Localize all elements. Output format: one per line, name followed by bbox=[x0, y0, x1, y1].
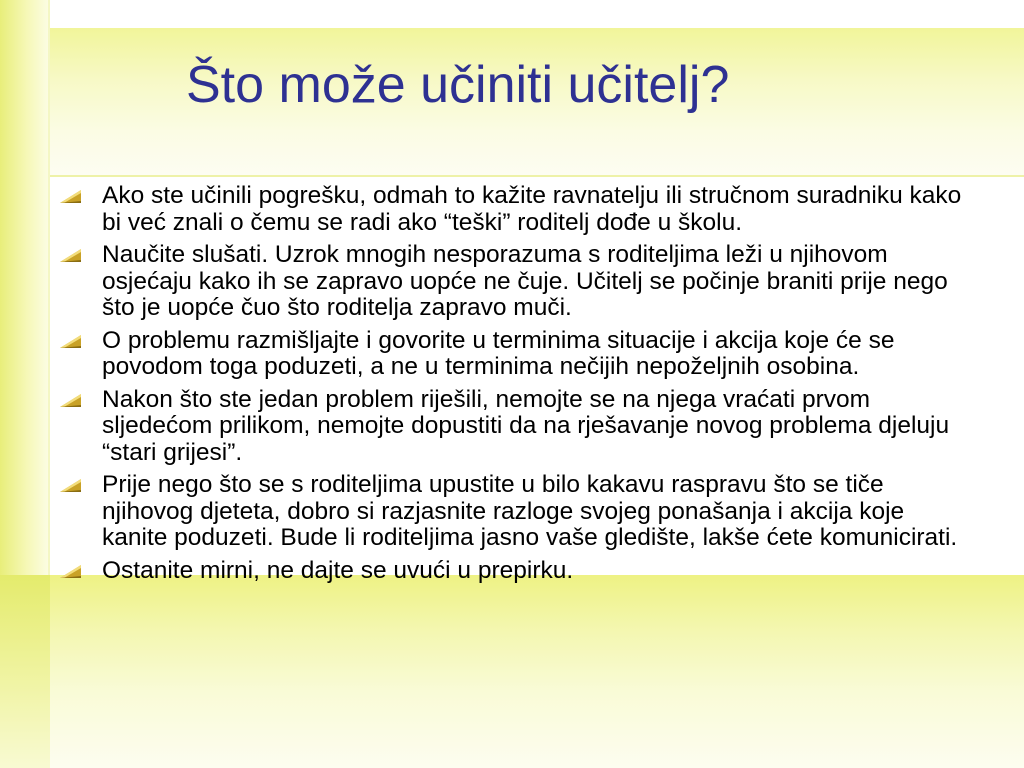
list-item-text: O problemu razmišljajte i govorite u terminima situacije i akcija koje će se povodom toga poduzeti, a ne u terminima nečijih nepoželjnih osobina. bbox=[102, 326, 895, 380]
bullet-list bbox=[60, 183, 965, 590]
list-item bbox=[60, 472, 965, 552]
gold-bar-bullet-icon bbox=[60, 479, 81, 492]
list-item bbox=[60, 558, 965, 585]
list-item-text: Ostanite mirni, ne dajte se uvući u prepirku. bbox=[102, 556, 574, 584]
gold-bar-bullet-icon bbox=[60, 394, 81, 407]
gold-bar-bullet-icon bbox=[60, 249, 81, 262]
list-item-text: Nakon što ste jedan problem riješili, nemojte se na njega vraćati prvom sljedećom prilikom, nemojte dopustiti da na rješavanje novog problema djeluju “stari grijesi”. bbox=[102, 385, 950, 466]
gold-bar-bullet-icon bbox=[60, 190, 81, 203]
list-item bbox=[60, 328, 965, 381]
decorative-title-rule bbox=[50, 175, 1024, 177]
list-item-text: Naučite slušati. Uzrok mnogih nesporazuma s roditeljima leži u njihovom osjećaju kako ih se zapravo uopće ne čuje. Učitelj se počinje braniti prije nego što je uopće čuo što roditelja zapravo muči. bbox=[102, 241, 948, 321]
list-item bbox=[60, 183, 965, 236]
slide-title: Što može učiniti učitelj? bbox=[186, 56, 730, 114]
list-item bbox=[60, 242, 965, 322]
gold-bar-bullet-icon bbox=[60, 565, 81, 578]
list-item bbox=[60, 387, 965, 467]
list-item-text: Prije nego što se s roditeljima upustite u bilo kakavu raspravu što se tiče njihovog djeteta, dobro si razjasnite razloge svojeg ponašanja i akcija koje kanite poduzeti. Bude li roditeljima jasno vaše gledište, lakše ćete komunicirati. bbox=[102, 471, 958, 551]
gold-bar-bullet-icon bbox=[60, 335, 81, 348]
list-item-text: Ako ste učinili pogrešku, odmah to kažite ravnatelju ili stručnom suradniku kako bi već znali o čemu se radi ako “teški” roditelj dođe u školu. bbox=[102, 182, 962, 236]
decorative-bottom-band bbox=[0, 575, 1024, 768]
decorative-bottom-left-band bbox=[0, 575, 50, 768]
